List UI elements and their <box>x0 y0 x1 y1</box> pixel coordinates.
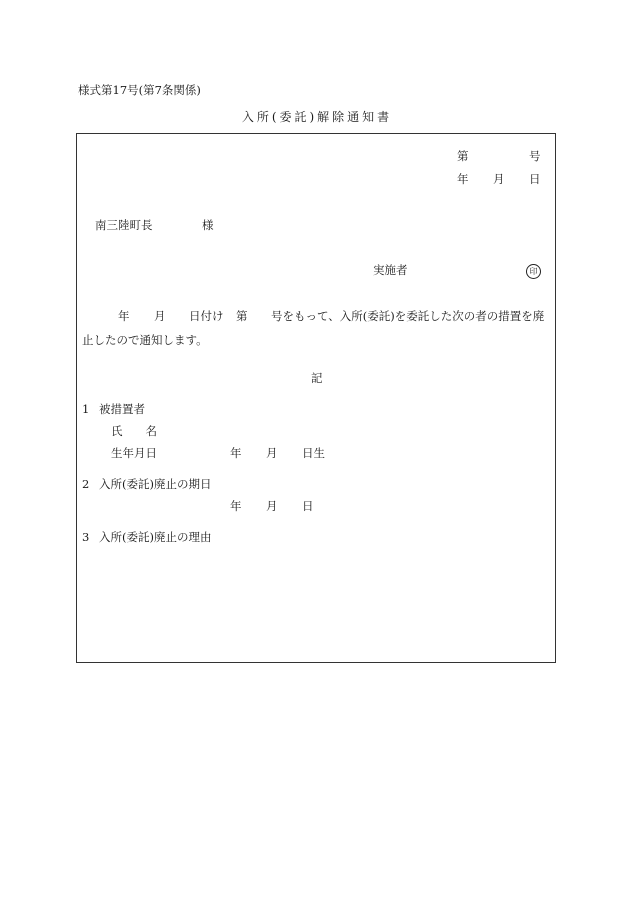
date2-month: 月 <box>266 499 278 513</box>
number-dai: 第 <box>457 149 469 163</box>
birth-year: 年 <box>230 446 242 460</box>
ki-heading: 記 <box>311 371 323 385</box>
form-number: 様式第17号(第7条関係) <box>78 83 201 97</box>
number-go: 号 <box>529 149 541 163</box>
body-text-line2: 止したので通知します。 <box>82 333 208 347</box>
date-month: 月 <box>493 172 505 186</box>
date-day: 日 <box>529 172 541 186</box>
date2-year: 年 <box>230 499 242 513</box>
birth-label: 生年月日 <box>111 446 157 460</box>
document-title: 入所(委託)解除通知書 <box>241 110 393 124</box>
date2-day: 日 <box>302 499 314 513</box>
body-text-line1: 号をもって、入所(委託)を委託した次の者の措置を廃 <box>271 309 545 323</box>
item1-label: 被措置者 <box>99 402 145 416</box>
addressee-honorific: 様 <box>202 218 214 232</box>
birth-day: 日生 <box>302 446 325 460</box>
seal-mark: 印 <box>526 264 541 279</box>
item2-label: 入所(委託)廃止の期日 <box>99 477 212 491</box>
addressee-name: 南三陸町長 <box>95 218 153 232</box>
item1-number: 1 <box>82 402 90 416</box>
body-year: 年 <box>118 309 130 323</box>
date-year: 年 <box>457 172 469 186</box>
item3-number: 3 <box>82 530 90 544</box>
body-month: 月 <box>154 309 166 323</box>
implementer-label: 実施者 <box>373 263 408 277</box>
name-label: 氏 名 <box>111 424 157 438</box>
item3-label: 入所(委託)廃止の理由 <box>99 530 212 544</box>
body-dai: 第 <box>236 309 248 323</box>
body-dated: 日付け <box>189 309 224 323</box>
birth-month: 月 <box>266 446 278 460</box>
form-frame <box>76 133 556 663</box>
item2-number: 2 <box>82 477 90 491</box>
